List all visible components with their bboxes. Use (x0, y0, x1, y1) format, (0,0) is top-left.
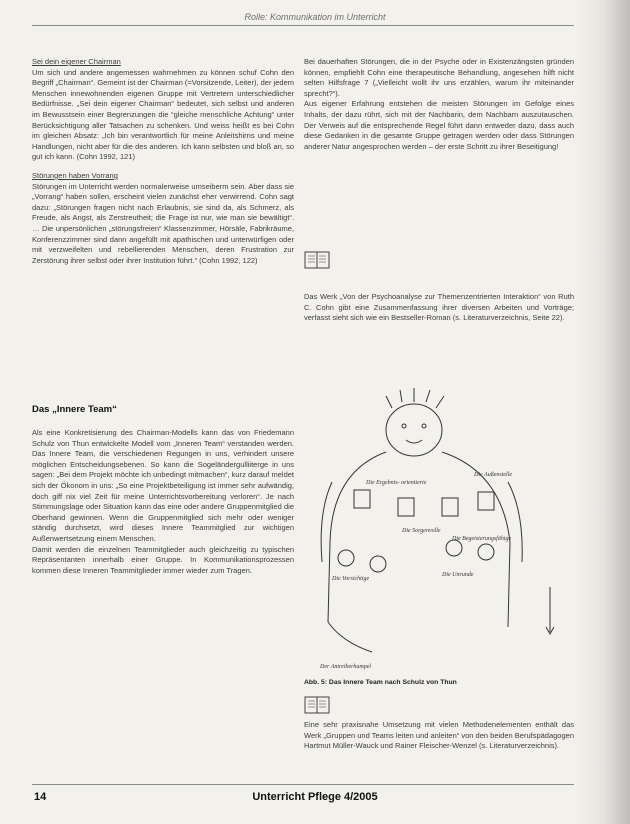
right-para-1: Bei dauerhaften Störungen, die in der Psyche oder in Existenzängsten gründen können, empfiehlt Cohn eine therapeutische Behandlung, angesehen hilft nicht selten Hilfsfrage 7 („Vielleicht wollt ihr uns erzählen, warum ihr miteinander sprecht?“). (304, 57, 574, 98)
right-para-2: Aus eigener Erfahrung entstehen die meisten Störungen im Gefolge eines Inhalts, der dazu rührt, sich mit der Nachbarin, dem Nachbarn auszutauschen. Der Verweis auf die entsprechende Regel führt dann entweder dazu, dass auch diese Gedanken in die gesamte Gruppe getragen werden oder dass Störungen anderer Natur angesprochen werden – der erste Schritt zu ihrer Beseitigung! (304, 99, 574, 151)
running-head: Rolle: Kommunikation im Unterricht (244, 12, 386, 22)
figure-4 (478, 492, 494, 510)
figure-1 (354, 490, 370, 508)
inner-team-drawing (302, 372, 598, 672)
section2-text: Störungen im Unterricht werden normalerweise umseiberm sein. Aber dass sie „Vorrang“ haben sollen, erscheint vielen zunächst eher verwirrend. Cohn sagt dazu: „Störungen fragen nicht nach Erlaubnis, sie sind da, als Schmerz, als Freude, als Angst, als Zerstreutheit; die Frage ist nur, wie man sie bewältigt“. … Die unpersönlichen „störungsfreien“ Klassenzimmer, Hörsäle, Fabrikräume, Konferenzzimmer sind dann angefüllt mit apathischen und unterwürfigen oder mit verzweifelten und rebellierenden Menschen, deren Frustration zur Zerstörung ihrer selbst oder ihrer Institution führt.“ (Cohn 1992, 122) (32, 181, 294, 265)
drawing-label-6: Die Unrunde (442, 572, 474, 578)
section1-heading: Sei dein eigener Chairman (32, 57, 121, 66)
book-note-2 (304, 720, 574, 752)
figure-2 (398, 498, 414, 516)
right-column-top (304, 57, 574, 152)
left-column-top (32, 57, 294, 266)
drawing-label-5: Die Vorsichtige (332, 576, 370, 582)
section1-text: Um sich und andere angemessen wahrnehmen zu können schuf Cohn den Begriff „Chairman“. Gemeint ist der Chairman (=Vorsitzende, Leiter), der jedem Menschen innewohnenden eigenen Gruppe mit Vertretern unterschiedlicher Bedürfnisse. „Sei dein eigener Chairman“ bedeutet, sich selbst und anderen im Bewusstsein einer Begrenzungen die “gleiche menschliche Achtung“ unter Berücksichtigung aller Tatsachen zu schenken. Und weiss heißt es bei Cohn im gleichen Absatz: „Ich bin verantwortlich für meine Anleitshirns und meine Handlungen, nicht aber für die des anderen. Ich kann selbsten und bloß an, so gut ich kann. (Cohn 1992, 121) (32, 67, 294, 162)
left-column-bottom (32, 428, 294, 576)
footer-rule (32, 784, 574, 785)
drawing-bottom-label: Der Antreiberhampel (320, 664, 372, 670)
magazine-title: Unterricht Pflege 4/2005 (252, 791, 378, 803)
drawing-hair (386, 388, 444, 408)
section3-heading: Das „Innere Team“ (32, 404, 117, 415)
drawing-label-1: Die Ergebnis- orientierte (366, 480, 427, 486)
book-note-text: Das Werk „Von der Psychoanalyse zur Themenzentrierten Interaktion“ von Ruth C. Cohn gibt eine Zusammenfassung ihrer diversen Arbeiten und Vorträge; verfasst sieht sich wie ein Bestseller-Roman (s. Literaturverzeichnis, Seite 22). (304, 292, 574, 323)
section2-heading: Störungen haben Vorrang (32, 170, 118, 180)
drawing-label-2: Die Außenstelle (474, 472, 513, 478)
drawing-head (386, 404, 442, 456)
drawing-label-4: Die Begeisterungsfähige (452, 536, 512, 542)
section3-text-b: Damit werden die einzelnen Teammitglieder auch gleichzeitig zu typischen Repräsentanten innerhalb einer Gruppe. In Kommunikationsprozessen kommen diese Inneren Teammitglieder immer wieder zum Tragen. (32, 544, 294, 575)
book-note (304, 292, 574, 324)
section3-text: Als eine Konkretisierung des Chairman-Modells kann das von Friedemann Schulz von Thun entwickelte Modell vom „Inneren Team“ verstanden werden. Das Innere Team, die verschiedenen Regungen in uns, verhindert unsere möglichen Entscheidungsebenen. So kann die Sogeländergulliiterge in uns sagen: „Bei dem Projekt möchte ich unbedingt mitmachen“, kurz darauf meldet sich der Ökonom in uns: „So eine Projektbeteiligung ist immer sehr aufwändig, doch giff nix viel Zeit für meine Unterrichtsvorbereitung verloren“. Je nach Stimmungslage oder Situation kann das eine oder andere Gruppenmitglied die Oberhand gewinnen. Wenn die Gruppenmitglied sich mehr oder weniger ständig durchsetzt, wird dieses Innere Teammitglied zur wichtigen Außenwertsetzung einem Menschen. (32, 428, 294, 543)
figure-3 (442, 498, 458, 516)
drawing-label-3: Die Sorgenvolle (402, 528, 441, 534)
book-icon (304, 250, 330, 270)
page-number: 14 (34, 791, 47, 803)
header-rule (32, 25, 574, 26)
book-icon-2 (304, 695, 330, 715)
figure-caption: Abb. 5: Das Innere Team nach Schulz von Thun (304, 679, 457, 686)
book-note-2-text: Eine sehr praxisnahe Umsetzung mit vielen Methodenelementen enthält das Werk „Gruppen und Teams leiten und anleiten“ von den beiden Berufspädagogen Hartmut Müller-Wauck und Rainer Fleischer-Wenzel (s. Literaturverzeichnis). (304, 720, 574, 751)
